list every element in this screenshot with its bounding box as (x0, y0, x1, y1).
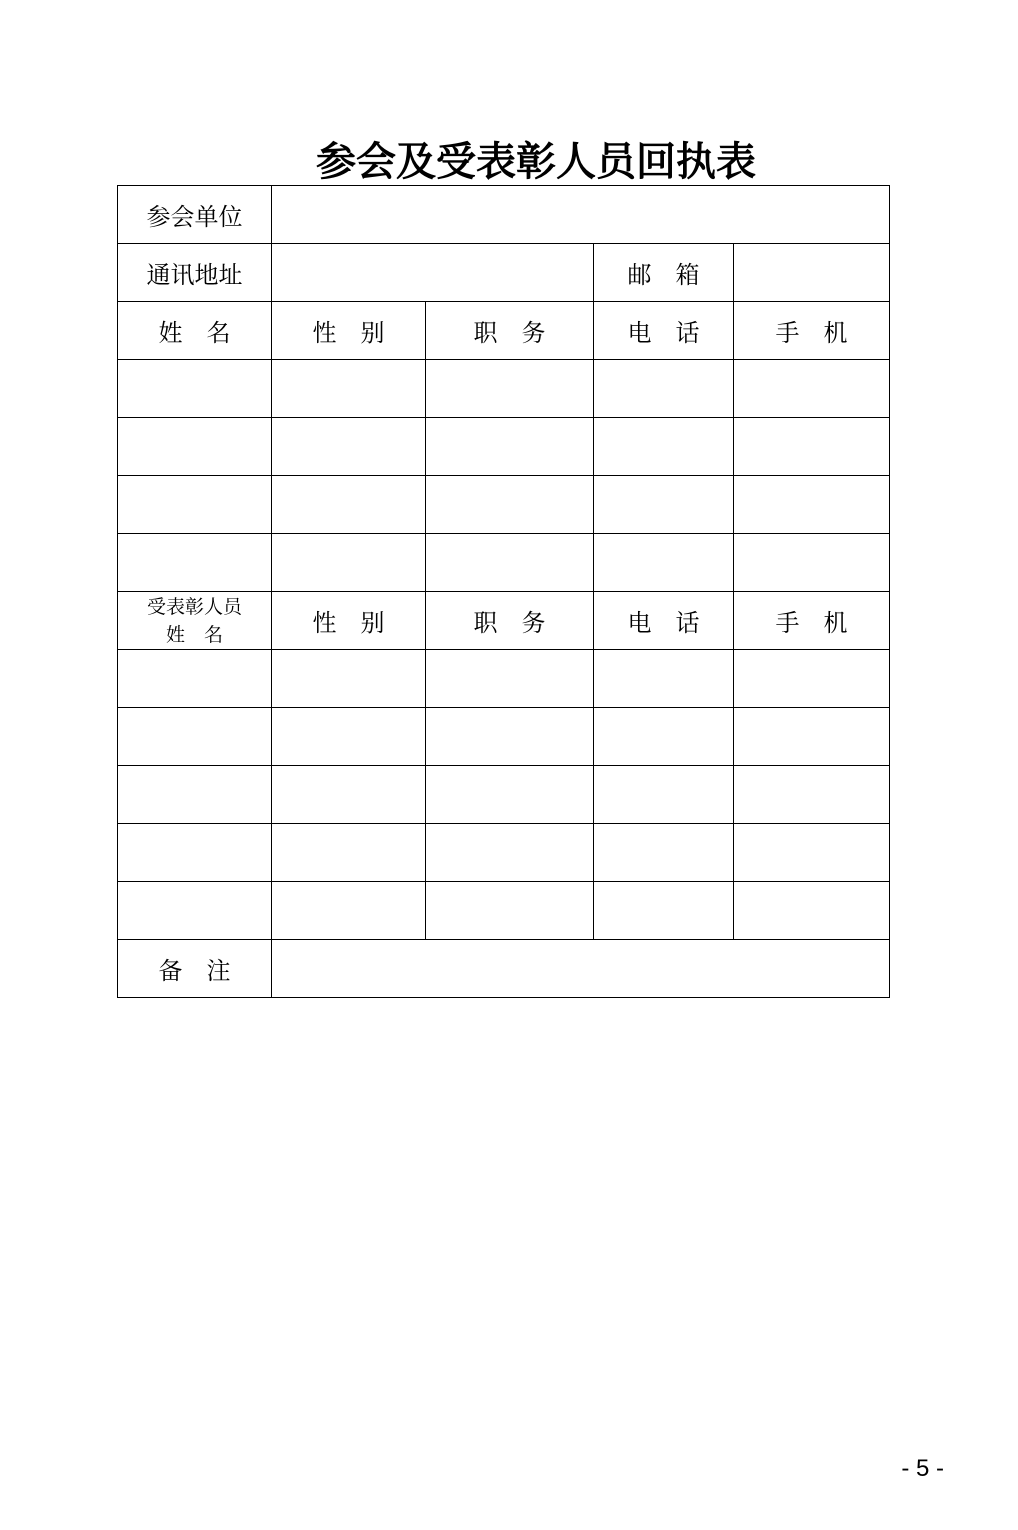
table-row (118, 650, 890, 708)
attendee-phone-cell[interactable] (594, 534, 734, 592)
awardee-phone-cell[interactable] (594, 650, 734, 708)
table-row (118, 360, 890, 418)
header-position: 职 务 (426, 302, 594, 360)
attendee-phone-cell[interactable] (594, 360, 734, 418)
awardee-phone-cell[interactable] (594, 766, 734, 824)
unit-field[interactable] (272, 186, 890, 244)
awardee-name-cell[interactable] (118, 708, 272, 766)
table-row (118, 766, 890, 824)
awardee-mobile-cell[interactable] (734, 650, 890, 708)
header-mobile: 手 机 (734, 592, 890, 650)
attendee-gender-cell[interactable] (272, 418, 426, 476)
awardee-header-row (118, 592, 890, 650)
address-field[interactable] (272, 244, 594, 302)
awardee-mobile-cell[interactable] (734, 766, 890, 824)
awardee-position-cell[interactable] (426, 882, 594, 940)
header-position: 职 务 (426, 592, 594, 650)
attendee-name-cell[interactable] (118, 360, 272, 418)
attendee-position-cell[interactable] (426, 360, 594, 418)
attendee-phone-cell[interactable] (594, 418, 734, 476)
awardee-phone-cell[interactable] (594, 708, 734, 766)
page-title: 参会及受表彰人员回执表 (316, 139, 756, 185)
page-number: - 5 - (901, 1455, 944, 1482)
table-row (118, 418, 890, 476)
awardee-gender-cell[interactable] (272, 824, 426, 882)
awardee-gender-cell[interactable] (272, 882, 426, 940)
awardee-mobile-cell[interactable] (734, 824, 890, 882)
awardee-position-cell[interactable] (426, 766, 594, 824)
attendee-header-row (118, 302, 890, 360)
address-label: 通讯地址 (118, 244, 272, 302)
attendee-position-cell[interactable] (426, 534, 594, 592)
attendee-mobile-cell[interactable] (734, 360, 890, 418)
table-row (118, 882, 890, 940)
awardee-name-cell[interactable] (118, 882, 272, 940)
attendee-gender-cell[interactable] (272, 360, 426, 418)
awardee-gender-cell[interactable] (272, 708, 426, 766)
awardee-name-cell[interactable] (118, 650, 272, 708)
header-name: 姓 名 (118, 302, 272, 360)
attendee-name-cell[interactable] (118, 476, 272, 534)
attendee-mobile-cell[interactable] (734, 418, 890, 476)
awardee-name-cell[interactable] (118, 824, 272, 882)
awardee-header-line2: 姓 名 (165, 623, 223, 646)
unit-row (118, 186, 890, 244)
header-phone: 电 话 (594, 592, 734, 650)
attendee-mobile-cell[interactable] (734, 534, 890, 592)
awardee-mobile-cell[interactable] (734, 708, 890, 766)
remarks-row (118, 940, 890, 998)
awardee-mobile-cell[interactable] (734, 882, 890, 940)
header-awardee-name (118, 592, 272, 650)
table-row (118, 476, 890, 534)
table-row (118, 824, 890, 882)
awardee-header-line1: 受表彰人员 (146, 595, 242, 618)
attendee-gender-cell[interactable] (272, 534, 426, 592)
reply-form-table (117, 185, 890, 998)
email-field[interactable] (734, 244, 890, 302)
header-mobile: 手 机 (734, 302, 890, 360)
attendee-position-cell[interactable] (426, 476, 594, 534)
awardee-position-cell[interactable] (426, 708, 594, 766)
awardee-name-cell[interactable] (118, 766, 272, 824)
unit-label: 参会单位 (118, 186, 272, 244)
remarks-field[interactable] (272, 940, 890, 998)
email-label: 邮 箱 (594, 244, 734, 302)
attendee-name-cell[interactable] (118, 418, 272, 476)
awardee-gender-cell[interactable] (272, 650, 426, 708)
awardee-phone-cell[interactable] (594, 882, 734, 940)
header-gender: 性 别 (272, 302, 426, 360)
attendee-name-cell[interactable] (118, 534, 272, 592)
table-row (118, 534, 890, 592)
header-phone: 电 话 (594, 302, 734, 360)
awardee-position-cell[interactable] (426, 824, 594, 882)
attendee-phone-cell[interactable] (594, 476, 734, 534)
header-gender: 性 别 (272, 592, 426, 650)
remarks-label: 备 注 (118, 940, 272, 998)
awardee-position-cell[interactable] (426, 650, 594, 708)
address-row (118, 244, 890, 302)
table-row (118, 708, 890, 766)
attendee-mobile-cell[interactable] (734, 476, 890, 534)
awardee-gender-cell[interactable] (272, 766, 426, 824)
attendee-gender-cell[interactable] (272, 476, 426, 534)
attendee-position-cell[interactable] (426, 418, 594, 476)
awardee-phone-cell[interactable] (594, 824, 734, 882)
